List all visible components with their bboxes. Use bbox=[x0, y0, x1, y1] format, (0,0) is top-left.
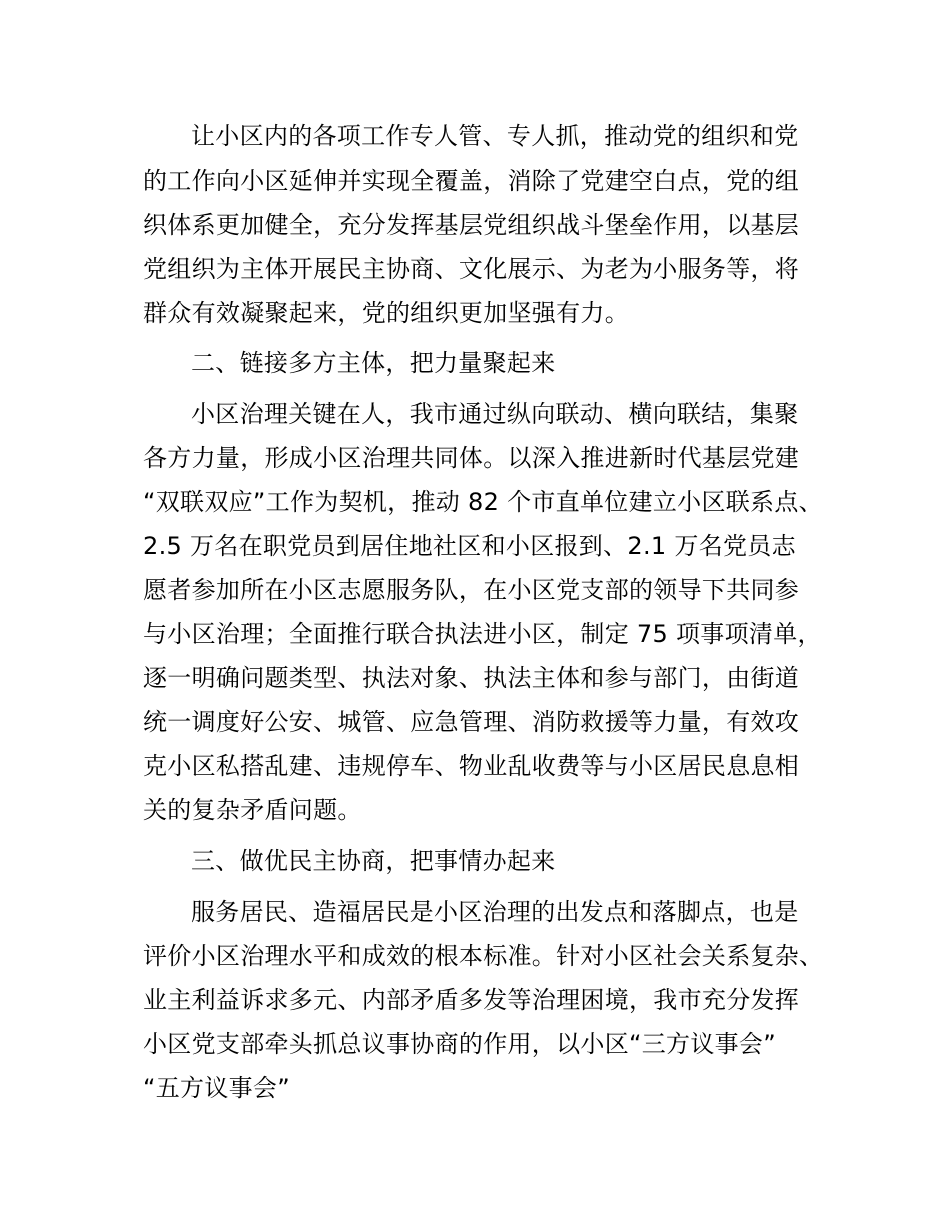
paragraph-line: 统一调度好公安、城管、应急管理、消防救援等力量，有效攻 bbox=[143, 708, 800, 736]
paragraph-line: 的工作向小区延伸并实现全覆盖，消除了党建空白点，党的组 bbox=[143, 167, 800, 195]
paragraph-line: 与小区治理；全面推行联合执法进小区，制定 75 项事项清单， bbox=[143, 620, 822, 648]
paragraph-line: “五方议事会” bbox=[143, 1074, 290, 1102]
paragraph-line: 评价小区治理水平和成效的根本标准。针对小区社会关系复杂、 bbox=[143, 942, 824, 970]
paragraph-line: 各方力量，形成小区治理共同体。以深入推进新时代基层党建 bbox=[143, 444, 800, 472]
paragraph-line: 织体系更加健全，充分发挥基层党组织战斗堡垒作用，以基层 bbox=[143, 211, 800, 239]
paragraph-line: 愿者参加所在小区志愿服务队，在小区党支部的领导下共同参 bbox=[143, 576, 800, 604]
paragraph-line: 党组织为主体开展民主协商、文化展示、为老为小服务等，将 bbox=[143, 255, 800, 283]
paragraph-line: 关的复杂矛盾问题。 bbox=[143, 796, 362, 824]
paragraph-line: 2.5 万名在职党员到居住地社区和小区报到、2.1 万名党员志 bbox=[143, 532, 796, 560]
paragraph-line: 逐一明确问题类型、执法对象、执法主体和参与部门，由街道 bbox=[143, 664, 800, 692]
paragraph-line: 小区治理关键在人，我市通过纵向联动、横向联结，集聚 bbox=[191, 400, 799, 428]
paragraph-line: 群众有效凝聚起来，党的组织更加坚强有力。 bbox=[143, 299, 629, 327]
section-heading: 二、链接多方主体，把力量聚起来 bbox=[191, 349, 556, 377]
paragraph-line: 小区党支部牵头抓总议事协商的作用，以小区“三方议事会” bbox=[143, 1030, 776, 1058]
section-heading: 三、做优民主协商，把事情办起来 bbox=[191, 847, 556, 875]
paragraph-line: 业主利益诉求多元、内部矛盾多发等治理困境，我市充分发挥 bbox=[143, 986, 800, 1014]
paragraph-line: 克小区私搭乱建、违规停车、物业乱收费等与小区居民息息相 bbox=[143, 752, 800, 780]
paragraph-line: 服务居民、造福居民是小区治理的出发点和落脚点，也是 bbox=[191, 898, 799, 926]
paragraph-line: “双联双应”工作为契机，推动 82 个市直单位建立小区联系点、 bbox=[143, 488, 823, 516]
paragraph-line: 让小区内的各项工作专人管、专人抓，推动党的组织和党 bbox=[191, 122, 799, 150]
